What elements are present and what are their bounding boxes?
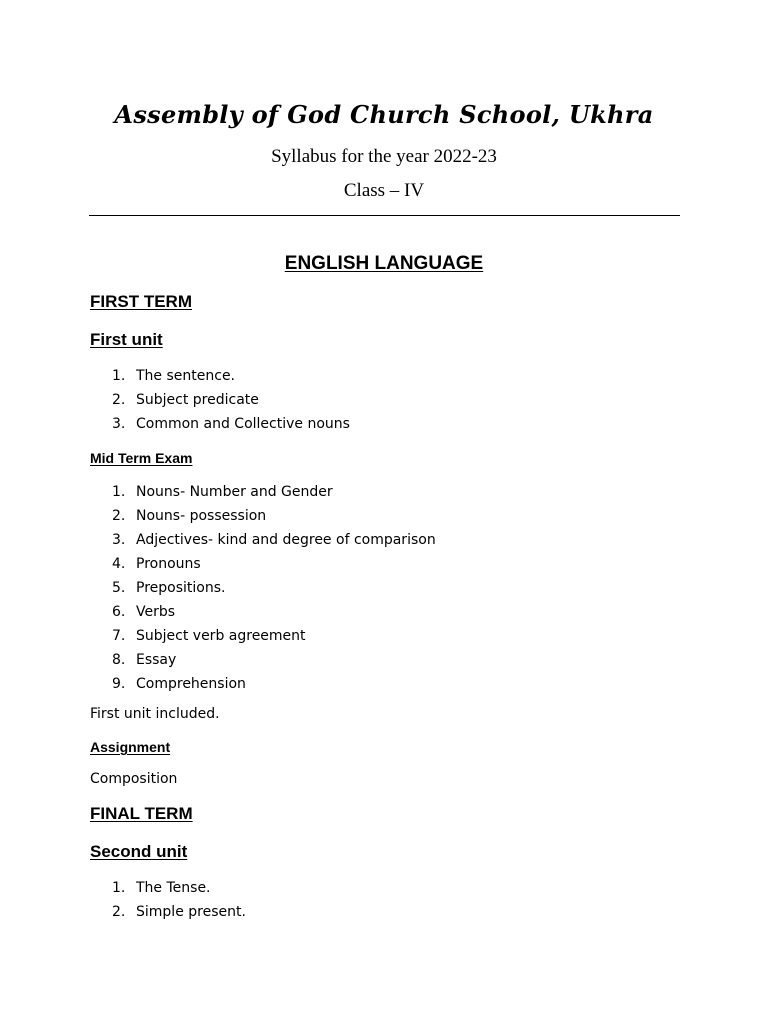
- first-term-heading: FIRST TERM: [90, 292, 192, 311]
- syllabus-year-line: Syllabus for the year 2022-23: [271, 146, 497, 167]
- second-unit-heading: Second unit: [90, 842, 188, 861]
- mid-term-heading: Mid Term Exam: [90, 450, 193, 466]
- first-unit-heading: First unit: [90, 330, 163, 349]
- final-term-heading: FINAL TERM: [90, 804, 193, 823]
- subject-title: ENGLISH LANGUAGE: [284, 253, 484, 274]
- assignment-text: Composition: [90, 771, 178, 787]
- first-unit-note: First unit included.: [90, 706, 220, 722]
- header-divider: [89, 215, 680, 216]
- syllabus-page: Assembly of God Church School, Ukhra Syllabus for the year 2022-23 Class – IV ENGLISH LANGUAGE FIRST TERM First unit 1. The sentence. 2. Subject predicate 3. Common and Collective nouns Mid Term Exam 1. Nouns- Number and Gender 2. Nouns- possession 3. Adjectives- kind and degree of comparison 4. Pronouns 5. Prepositions. 6. Verbs 7. Subject verb agreement 8. Essay 9. Comprehension First unit included. Assignment Composition FINAL TERM Second unit 1. The Tense. 2. Simple present.: [0, 0, 768, 1024]
- class-line: Class – IV: [343, 180, 425, 201]
- school-name: Assembly of God Church School, Ukhra: [114, 100, 654, 129]
- assignment-heading: Assignment: [90, 739, 171, 755]
